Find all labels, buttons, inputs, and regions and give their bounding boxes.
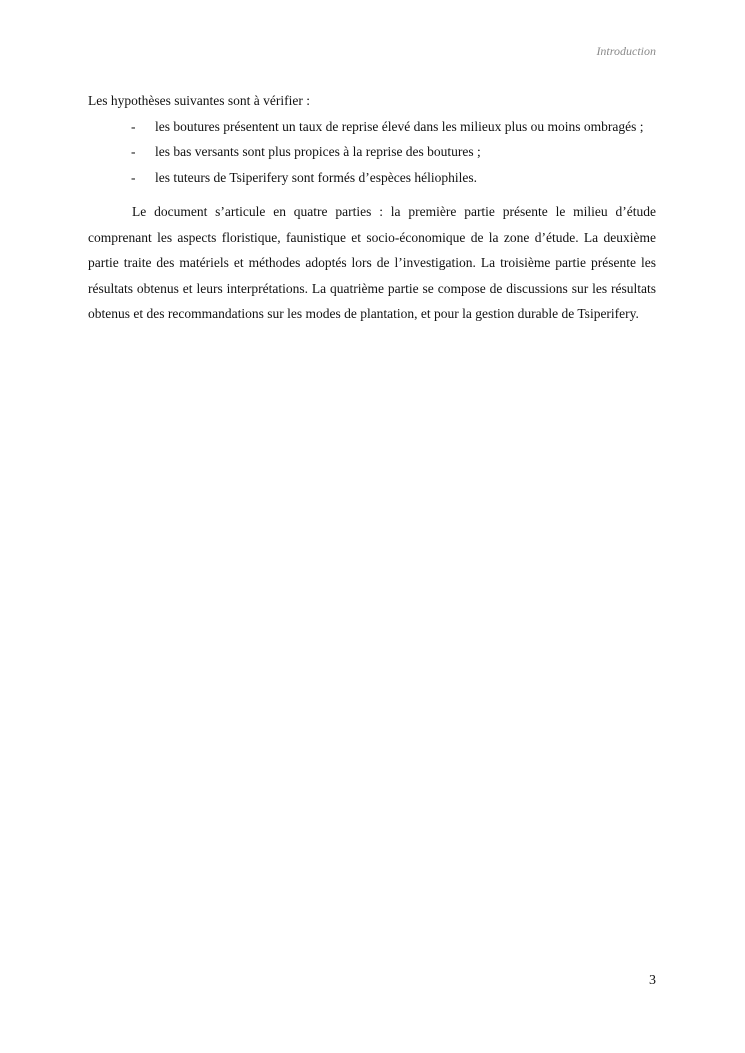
running-header: Introduction <box>596 44 656 58</box>
hypothesis-item <box>88 165 656 191</box>
list-dash: - <box>131 144 136 159</box>
hypothesis-text: les tuteurs de Tsiperifery sont formés d’espèces héliophiles. <box>155 169 477 185</box>
list-dash: - <box>131 169 136 185</box>
hypothesis-item <box>88 139 656 165</box>
list-dash: - <box>131 118 136 134</box>
hypotheses-list <box>88 114 656 191</box>
hypothesis-text: les bas versants sont plus propices à la reprise des boutures ; <box>155 144 481 159</box>
page-number: 3 <box>649 973 656 988</box>
hypotheses-intro: Les hypothèses suivantes sont à vérifier : <box>88 93 310 108</box>
hypothesis-text: les boutures présentent un taux de reprise élevé dans les milieux plus ou moins ombragés ; <box>155 118 644 134</box>
page-content <box>88 88 656 327</box>
body-paragraph: Le document s’articule en quatre parties : la première partie présente le milieu d’étude comprenant les aspects floristique, faunistique et socio-économique de la zone d’étude. La deuxième partie traite des matériels et méthodes adoptés lors de l’investigation. La troisième partie présente les résultats obtenus et leurs interprétations. La quatrième partie se compose de discussions sur les résultats obtenus et des recommandations sur les modes de plantation, et pour la gestion durable de Tsiperifery. <box>88 204 656 321</box>
hypothesis-item <box>88 114 656 140</box>
